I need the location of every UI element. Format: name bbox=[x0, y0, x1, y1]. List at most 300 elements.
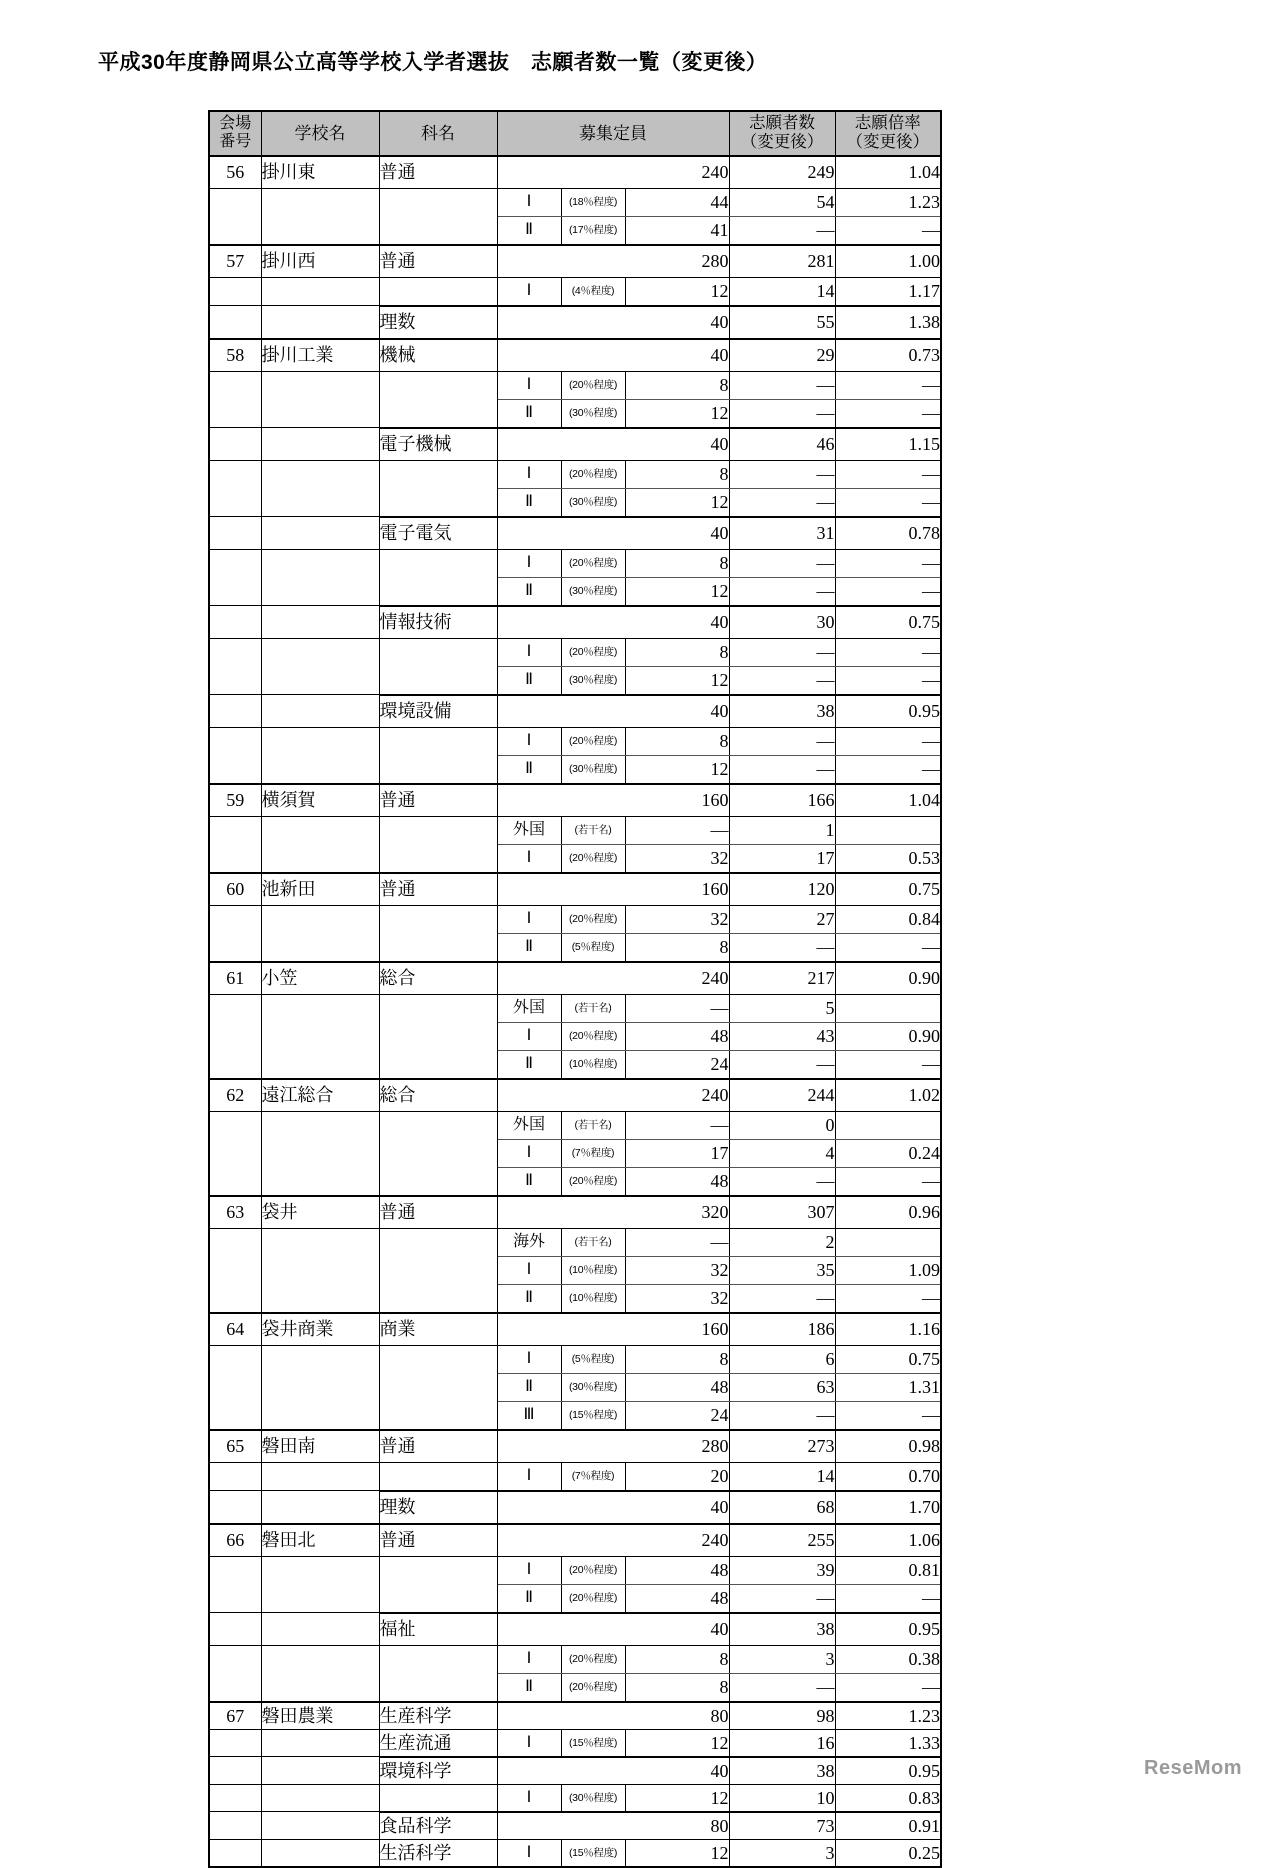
cell-selection-type: Ⅰ bbox=[497, 188, 561, 216]
cell-quota: 160 bbox=[497, 784, 729, 817]
cell-subject-name bbox=[379, 1673, 497, 1702]
cell-subject-name bbox=[379, 1645, 497, 1673]
cell-venue-no bbox=[209, 1373, 261, 1401]
cell-school-name bbox=[261, 1613, 379, 1646]
cell-ratio: — bbox=[835, 755, 941, 784]
cell-venue-no: 65 bbox=[209, 1430, 261, 1463]
cell-subject-name bbox=[379, 1050, 497, 1079]
cell-school-name bbox=[261, 1022, 379, 1050]
cell-applicants: 217 bbox=[729, 962, 835, 995]
cell-ratio: 0.24 bbox=[835, 1139, 941, 1167]
cell-venue-no bbox=[209, 1673, 261, 1702]
cell-selection-pct: (若干名) bbox=[561, 994, 625, 1022]
cell-ratio: 0.98 bbox=[835, 1430, 941, 1463]
cell-school-name bbox=[261, 399, 379, 428]
cell-subject-name bbox=[379, 1111, 497, 1139]
column-header-quota: 募集定員 bbox=[497, 111, 729, 156]
cell-selection-pct: (30％程度) bbox=[561, 755, 625, 784]
cell-selection-type: Ⅰ bbox=[497, 1139, 561, 1167]
table-row bbox=[209, 245, 941, 278]
cell-subject-name: 理数 bbox=[379, 1491, 497, 1524]
cell-applicants: 249 bbox=[729, 156, 835, 189]
cell-subject-name: 総合 bbox=[379, 962, 497, 995]
cell-applicants: 4 bbox=[729, 1139, 835, 1167]
cell-venue-no bbox=[209, 727, 261, 755]
cell-venue-no: 67 bbox=[209, 1702, 261, 1730]
cell-school-name bbox=[261, 1284, 379, 1313]
cell-subject-name: 電子機械 bbox=[379, 428, 497, 461]
cell-venue-no bbox=[209, 1139, 261, 1167]
page-title: 平成30年度静岡県公立高等学校入学者選抜 志願者数一覧（変更後） bbox=[98, 51, 768, 74]
cell-applicants: 63 bbox=[729, 1373, 835, 1401]
cell-ratio: — bbox=[835, 933, 941, 962]
cell-subject-name: 理数 bbox=[379, 306, 497, 339]
cell-quota: 12 bbox=[625, 277, 729, 306]
cell-selection-type: Ⅰ bbox=[497, 1256, 561, 1284]
cell-selection-pct: (若干名) bbox=[561, 1228, 625, 1256]
cell-venue-no bbox=[209, 1584, 261, 1613]
cell-ratio: — bbox=[835, 460, 941, 488]
cell-selection-type: Ⅰ bbox=[497, 1345, 561, 1373]
cell-venue-no bbox=[209, 1462, 261, 1491]
cell-quota: 32 bbox=[625, 1256, 729, 1284]
cell-ratio: 0.78 bbox=[835, 517, 941, 550]
cell-subject-name bbox=[379, 460, 497, 488]
cell-venue-no bbox=[209, 1491, 261, 1524]
cell-selection-type: Ⅱ bbox=[497, 1373, 561, 1401]
cell-school-name: 磐田農業 bbox=[261, 1702, 379, 1730]
cell-ratio: 1.02 bbox=[835, 1079, 941, 1112]
cell-venue-no bbox=[209, 994, 261, 1022]
column-header-venue-no: 会場 番号 bbox=[209, 111, 261, 156]
cell-selection-pct: (30％程度) bbox=[561, 399, 625, 428]
cell-subject-name: 普通 bbox=[379, 784, 497, 817]
cell-applicants: 120 bbox=[729, 873, 835, 906]
cell-venue-no: 57 bbox=[209, 245, 261, 278]
cell-applicants: — bbox=[729, 549, 835, 577]
cell-applicants: — bbox=[729, 577, 835, 606]
table-row bbox=[209, 216, 941, 245]
table-row bbox=[209, 1139, 941, 1167]
cell-venue-no bbox=[209, 844, 261, 873]
cell-quota: 24 bbox=[625, 1401, 729, 1430]
cell-applicants: — bbox=[729, 1673, 835, 1702]
cell-venue-no: 66 bbox=[209, 1524, 261, 1557]
cell-ratio bbox=[835, 816, 941, 844]
cell-selection-pct: (20％程度) bbox=[561, 844, 625, 873]
cell-ratio: — bbox=[835, 666, 941, 695]
cell-school-name bbox=[261, 1839, 379, 1867]
cell-applicants: — bbox=[729, 755, 835, 784]
cell-venue-no bbox=[209, 933, 261, 962]
cell-selection-type: 外国 bbox=[497, 816, 561, 844]
cell-venue-no bbox=[209, 1022, 261, 1050]
cell-venue-no bbox=[209, 549, 261, 577]
cell-venue-no bbox=[209, 460, 261, 488]
table-row bbox=[209, 1584, 941, 1613]
cell-selection-pct: (20％程度) bbox=[561, 371, 625, 399]
cell-quota: 12 bbox=[625, 666, 729, 695]
cell-quota: 40 bbox=[497, 517, 729, 550]
table-row bbox=[209, 1430, 941, 1463]
cell-ratio: 1.70 bbox=[835, 1491, 941, 1524]
table-row bbox=[209, 666, 941, 695]
cell-quota: 32 bbox=[625, 905, 729, 933]
cell-school-name bbox=[261, 1462, 379, 1491]
cell-ratio: — bbox=[835, 1167, 941, 1196]
cell-subject-name bbox=[379, 1167, 497, 1196]
cell-quota: 240 bbox=[497, 1524, 729, 1557]
table-row bbox=[209, 1313, 941, 1346]
cell-quota: — bbox=[625, 1111, 729, 1139]
cell-quota: 12 bbox=[625, 399, 729, 428]
cell-subject-name: 機械 bbox=[379, 339, 497, 372]
cell-selection-type: Ⅰ bbox=[497, 1839, 561, 1867]
cell-subject-name bbox=[379, 577, 497, 606]
cell-selection-pct: (20％程度) bbox=[561, 905, 625, 933]
cell-quota: 40 bbox=[497, 695, 729, 728]
table-row bbox=[209, 1345, 941, 1373]
applicants-table bbox=[208, 110, 942, 1868]
cell-subject-name bbox=[379, 549, 497, 577]
cell-selection-type: Ⅰ bbox=[497, 460, 561, 488]
cell-applicants: 10 bbox=[729, 1784, 835, 1812]
cell-quota: 8 bbox=[625, 460, 729, 488]
cell-applicants: 2 bbox=[729, 1228, 835, 1256]
cell-school-name bbox=[261, 695, 379, 728]
table-row bbox=[209, 755, 941, 784]
cell-subject-name bbox=[379, 488, 497, 517]
cell-subject-name bbox=[379, 727, 497, 755]
table-row bbox=[209, 933, 941, 962]
cell-venue-no bbox=[209, 1111, 261, 1139]
cell-selection-type: Ⅱ bbox=[497, 933, 561, 962]
cell-school-name bbox=[261, 460, 379, 488]
table-row bbox=[209, 638, 941, 666]
cell-selection-type: Ⅱ bbox=[497, 1167, 561, 1196]
table-row bbox=[209, 844, 941, 873]
table-row bbox=[209, 1373, 941, 1401]
cell-quota: 12 bbox=[625, 1729, 729, 1757]
cell-quota: 12 bbox=[625, 755, 729, 784]
table-row bbox=[209, 1839, 941, 1867]
cell-subject-name: 生産科学 bbox=[379, 1702, 497, 1730]
cell-school-name: 磐田北 bbox=[261, 1524, 379, 1557]
cell-school-name bbox=[261, 994, 379, 1022]
table-row bbox=[209, 1284, 941, 1313]
table-row bbox=[209, 399, 941, 428]
cell-venue-no bbox=[209, 488, 261, 517]
cell-selection-type: Ⅰ bbox=[497, 549, 561, 577]
cell-ratio: 1.33 bbox=[835, 1729, 941, 1757]
cell-ratio: — bbox=[835, 1401, 941, 1430]
cell-applicants: — bbox=[729, 1401, 835, 1430]
cell-selection-type: Ⅱ bbox=[497, 577, 561, 606]
table-row bbox=[209, 1784, 941, 1812]
cell-school-name bbox=[261, 216, 379, 245]
table-row bbox=[209, 371, 941, 399]
cell-quota: 8 bbox=[625, 1345, 729, 1373]
cell-ratio: — bbox=[835, 488, 941, 517]
cell-subject-name bbox=[379, 1401, 497, 1430]
column-header-subject-name: 科名 bbox=[379, 111, 497, 156]
cell-ratio: — bbox=[835, 549, 941, 577]
cell-quota: 40 bbox=[497, 1491, 729, 1524]
cell-school-name bbox=[261, 1812, 379, 1840]
cell-subject-name: 食品科学 bbox=[379, 1812, 497, 1840]
cell-school-name bbox=[261, 188, 379, 216]
table-row bbox=[209, 339, 941, 372]
cell-subject-name: 普通 bbox=[379, 156, 497, 189]
table-row bbox=[209, 1228, 941, 1256]
table-body bbox=[209, 156, 941, 1867]
cell-selection-pct: (20％程度) bbox=[561, 1022, 625, 1050]
cell-subject-name bbox=[379, 277, 497, 306]
cell-school-name bbox=[261, 1050, 379, 1079]
cell-ratio: 0.84 bbox=[835, 905, 941, 933]
cell-applicants: 29 bbox=[729, 339, 835, 372]
cell-subject-name bbox=[379, 1345, 497, 1373]
cell-ratio: 0.95 bbox=[835, 1757, 941, 1785]
cell-school-name bbox=[261, 1345, 379, 1373]
cell-ratio: 0.81 bbox=[835, 1556, 941, 1584]
cell-quota: 17 bbox=[625, 1139, 729, 1167]
cell-quota: 160 bbox=[497, 1313, 729, 1346]
cell-quota: 280 bbox=[497, 1430, 729, 1463]
cell-selection-pct: (7％程度) bbox=[561, 1462, 625, 1491]
cell-applicants: — bbox=[729, 216, 835, 245]
cell-subject-name: 普通 bbox=[379, 1430, 497, 1463]
cell-ratio: 0.75 bbox=[835, 1345, 941, 1373]
cell-quota: 8 bbox=[625, 1645, 729, 1673]
cell-selection-type: Ⅱ bbox=[497, 1284, 561, 1313]
cell-applicants: 255 bbox=[729, 1524, 835, 1557]
cell-school-name bbox=[261, 666, 379, 695]
table-row bbox=[209, 306, 941, 339]
cell-venue-no: 61 bbox=[209, 962, 261, 995]
cell-school-name bbox=[261, 428, 379, 461]
table-row bbox=[209, 994, 941, 1022]
cell-selection-type: Ⅱ bbox=[497, 1050, 561, 1079]
cell-applicants: 68 bbox=[729, 1491, 835, 1524]
header-row bbox=[209, 111, 941, 156]
cell-school-name bbox=[261, 755, 379, 784]
cell-ratio: 1.06 bbox=[835, 1524, 941, 1557]
cell-school-name bbox=[261, 727, 379, 755]
cell-venue-no bbox=[209, 1645, 261, 1673]
cell-venue-no bbox=[209, 666, 261, 695]
cell-applicants: — bbox=[729, 1584, 835, 1613]
table-row bbox=[209, 517, 941, 550]
cell-selection-type: Ⅱ bbox=[497, 399, 561, 428]
cell-ratio: 1.17 bbox=[835, 277, 941, 306]
cell-ratio: 0.95 bbox=[835, 1613, 941, 1646]
cell-ratio: 1.23 bbox=[835, 1702, 941, 1730]
cell-ratio: 0.90 bbox=[835, 1022, 941, 1050]
cell-school-name bbox=[261, 905, 379, 933]
cell-subject-name: 福祉 bbox=[379, 1613, 497, 1646]
cell-subject-name bbox=[379, 1556, 497, 1584]
table-row bbox=[209, 1111, 941, 1139]
cell-selection-pct: (10％程度) bbox=[561, 1050, 625, 1079]
cell-applicants: — bbox=[729, 638, 835, 666]
cell-quota: 8 bbox=[625, 371, 729, 399]
cell-school-name bbox=[261, 1784, 379, 1812]
table-row bbox=[209, 577, 941, 606]
cell-applicants: 38 bbox=[729, 695, 835, 728]
table-row bbox=[209, 1613, 941, 1646]
cell-selection-pct: (10％程度) bbox=[561, 1284, 625, 1313]
cell-applicants: 38 bbox=[729, 1757, 835, 1785]
cell-applicants: 14 bbox=[729, 277, 835, 306]
cell-school-name bbox=[261, 1757, 379, 1785]
cell-subject-name bbox=[379, 1256, 497, 1284]
cell-selection-pct: (4％程度) bbox=[561, 277, 625, 306]
cell-school-name bbox=[261, 606, 379, 639]
cell-applicants: 35 bbox=[729, 1256, 835, 1284]
cell-applicants: 98 bbox=[729, 1702, 835, 1730]
cell-school-name bbox=[261, 488, 379, 517]
cell-applicants: — bbox=[729, 460, 835, 488]
cell-applicants: 166 bbox=[729, 784, 835, 817]
cell-subject-name bbox=[379, 188, 497, 216]
table-row bbox=[209, 460, 941, 488]
cell-quota: 8 bbox=[625, 727, 729, 755]
cell-applicants: 55 bbox=[729, 306, 835, 339]
cell-venue-no bbox=[209, 1839, 261, 1867]
table-row bbox=[209, 873, 941, 906]
cell-quota: 48 bbox=[625, 1167, 729, 1196]
cell-school-name: 掛川工業 bbox=[261, 339, 379, 372]
cell-school-name: 袋井商業 bbox=[261, 1313, 379, 1346]
cell-quota: 32 bbox=[625, 844, 729, 873]
cell-school-name bbox=[261, 638, 379, 666]
cell-ratio: — bbox=[835, 1584, 941, 1613]
cell-quota: 40 bbox=[497, 1613, 729, 1646]
cell-ratio: 0.91 bbox=[835, 1812, 941, 1840]
cell-quota: 12 bbox=[625, 1784, 729, 1812]
cell-school-name bbox=[261, 1228, 379, 1256]
cell-applicants: — bbox=[729, 488, 835, 517]
table-row bbox=[209, 1256, 941, 1284]
cell-quota: 20 bbox=[625, 1462, 729, 1491]
table-row bbox=[209, 428, 941, 461]
cell-ratio: 0.75 bbox=[835, 873, 941, 906]
table-row bbox=[209, 277, 941, 306]
cell-selection-type: Ⅰ bbox=[497, 277, 561, 306]
cell-quota: 32 bbox=[625, 1284, 729, 1313]
cell-subject-name: 普通 bbox=[379, 245, 497, 278]
table-row bbox=[209, 1702, 941, 1730]
cell-selection-pct: (5％程度) bbox=[561, 1345, 625, 1373]
cell-selection-pct: (20％程度) bbox=[561, 1556, 625, 1584]
cell-ratio: 0.53 bbox=[835, 844, 941, 873]
cell-school-name bbox=[261, 844, 379, 873]
cell-quota: — bbox=[625, 816, 729, 844]
cell-quota: 80 bbox=[497, 1702, 729, 1730]
cell-subject-name: 環境科学 bbox=[379, 1757, 497, 1785]
cell-school-name bbox=[261, 1584, 379, 1613]
cell-subject-name bbox=[379, 399, 497, 428]
cell-quota: 12 bbox=[625, 1839, 729, 1867]
cell-ratio: — bbox=[835, 1673, 941, 1702]
table-row bbox=[209, 1673, 941, 1702]
cell-applicants: 0 bbox=[729, 1111, 835, 1139]
cell-applicants: — bbox=[729, 1050, 835, 1079]
cell-applicants: 5 bbox=[729, 994, 835, 1022]
cell-selection-pct: (20％程度) bbox=[561, 1167, 625, 1196]
cell-selection-pct: (30％程度) bbox=[561, 577, 625, 606]
cell-ratio: 1.04 bbox=[835, 784, 941, 817]
cell-ratio: — bbox=[835, 1050, 941, 1079]
cell-applicants: 1 bbox=[729, 816, 835, 844]
cell-ratio: 0.90 bbox=[835, 962, 941, 995]
cell-applicants: 46 bbox=[729, 428, 835, 461]
cell-quota: 40 bbox=[497, 339, 729, 372]
cell-applicants: 3 bbox=[729, 1645, 835, 1673]
cell-selection-type: Ⅱ bbox=[497, 1673, 561, 1702]
cell-ratio: — bbox=[835, 577, 941, 606]
cell-ratio: 1.00 bbox=[835, 245, 941, 278]
cell-venue-no bbox=[209, 1345, 261, 1373]
cell-applicants: 273 bbox=[729, 1430, 835, 1463]
cell-applicants: 30 bbox=[729, 606, 835, 639]
cell-venue-no bbox=[209, 188, 261, 216]
cell-subject-name bbox=[379, 755, 497, 784]
cell-ratio: 0.70 bbox=[835, 1462, 941, 1491]
cell-applicants: 186 bbox=[729, 1313, 835, 1346]
cell-quota: 8 bbox=[625, 549, 729, 577]
cell-selection-pct: (30％程度) bbox=[561, 1784, 625, 1812]
cell-applicants: 281 bbox=[729, 245, 835, 278]
table-row bbox=[209, 549, 941, 577]
cell-school-name: 掛川西 bbox=[261, 245, 379, 278]
cell-school-name bbox=[261, 1167, 379, 1196]
cell-venue-no: 63 bbox=[209, 1196, 261, 1229]
cell-applicants: 14 bbox=[729, 1462, 835, 1491]
cell-venue-no bbox=[209, 216, 261, 245]
cell-venue-no bbox=[209, 1256, 261, 1284]
cell-applicants: 73 bbox=[729, 1812, 835, 1840]
table-row bbox=[209, 1050, 941, 1079]
cell-subject-name bbox=[379, 371, 497, 399]
cell-selection-type: Ⅰ bbox=[497, 1022, 561, 1050]
cell-venue-no bbox=[209, 905, 261, 933]
cell-venue-no bbox=[209, 399, 261, 428]
cell-selection-type: 外国 bbox=[497, 1111, 561, 1139]
cell-quota: — bbox=[625, 994, 729, 1022]
table-row bbox=[209, 1729, 941, 1757]
cell-venue-no bbox=[209, 306, 261, 339]
cell-ratio: 1.31 bbox=[835, 1373, 941, 1401]
cell-venue-no bbox=[209, 638, 261, 666]
cell-selection-type: Ⅲ bbox=[497, 1401, 561, 1430]
cell-subject-name: 普通 bbox=[379, 873, 497, 906]
cell-school-name bbox=[261, 577, 379, 606]
cell-selection-pct: (若干名) bbox=[561, 1111, 625, 1139]
cell-quota: 80 bbox=[497, 1812, 729, 1840]
cell-selection-pct: (20％程度) bbox=[561, 727, 625, 755]
cell-venue-no: 56 bbox=[209, 156, 261, 189]
cell-school-name bbox=[261, 1139, 379, 1167]
cell-venue-no bbox=[209, 1167, 261, 1196]
cell-quota: 41 bbox=[625, 216, 729, 245]
table-row bbox=[209, 1022, 941, 1050]
cell-ratio: 0.38 bbox=[835, 1645, 941, 1673]
cell-subject-name bbox=[379, 1462, 497, 1491]
cell-subject-name bbox=[379, 1022, 497, 1050]
cell-selection-type: Ⅰ bbox=[497, 1462, 561, 1491]
